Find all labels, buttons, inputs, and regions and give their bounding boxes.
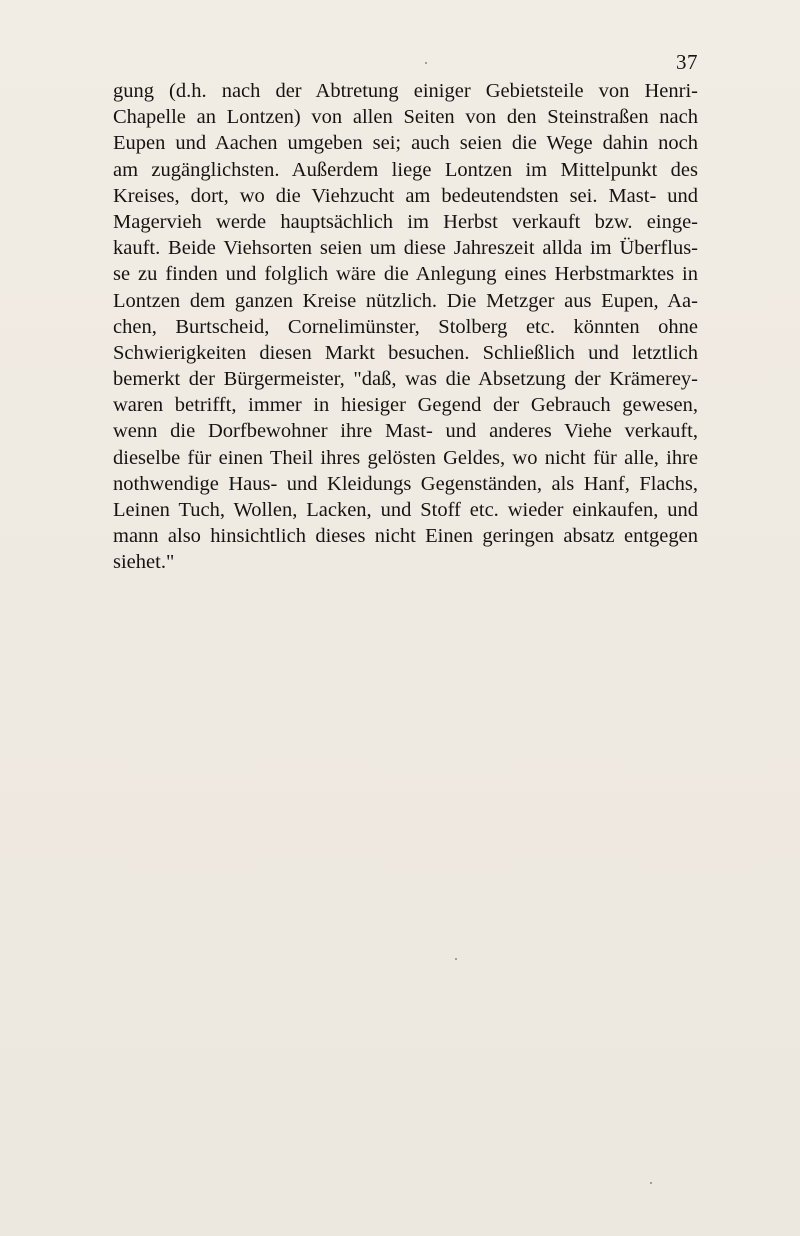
paper-speck (650, 1182, 652, 1184)
text-line: kauft. Beide Viehsorten seien um diese Jahreszeit allda im Überflus- (113, 237, 698, 260)
text-line: waren betrifft, immer in hiesiger Gegend der Gebrauch gewesen, (113, 394, 698, 417)
text-line: se zu finden und folglich wäre die Anlegung eines Herbstmarktes in (113, 263, 698, 286)
page-number: 37 (676, 50, 698, 74)
text-line: Eupen und Aachen umgeben sei; auch seien die Wege dahin noch (113, 132, 698, 155)
text-line: Chapelle an Lontzen) von allen Seiten von den Steinstraßen nach (113, 106, 698, 129)
text-line: Kreises, dort, wo die Viehzucht am bedeutendsten sei. Mast- und (113, 184, 698, 207)
text-line: wenn die Dorfbewohner ihre Mast- und anderes Viehe verkauft, (113, 420, 698, 443)
text-line: am zugänglichsten. Außerdem liege Lontzen im Mittelpunkt des (113, 158, 698, 181)
paper-speck (455, 958, 457, 960)
text-line: Magervieh werde hauptsächlich im Herbst verkauft bzw. einge- (113, 210, 698, 233)
paper-speck (425, 62, 427, 64)
text-line: mann also hinsichtlich dieses nicht Einen geringen absatz entgegen (113, 525, 698, 548)
text-line: Schwierigkeiten diesen Markt besuchen. Schließlich und letztlich (113, 341, 698, 364)
body-text (113, 78, 698, 576)
text-line: siehet." (113, 551, 175, 574)
text-line: gung (d.h. nach der Abtretung einiger Gebietsteile von Henri- (113, 80, 698, 102)
text-line: nothwendige Haus- und Kleidungs Gegenständen, als Hanf, Flachs, (113, 472, 698, 495)
text-line: chen, Burtscheid, Cornelimünster, Stolberg etc. könnten ohne (113, 315, 698, 338)
text-line: Leinen Tuch, Wollen, Lacken, und Stoff etc. wieder einkaufen, und (113, 499, 698, 521)
text-line: Lontzen dem ganzen Kreise nützlich. Die Metzger aus Eupen, Aa- (113, 289, 698, 312)
text-line: dieselbe für einen Theil ihres gelösten Geldes, wo nicht für alle, ihre (113, 446, 698, 469)
text-line: bemerkt der Bürgermeister, "daß, was die Absetzung der Krämerey- (113, 368, 698, 391)
